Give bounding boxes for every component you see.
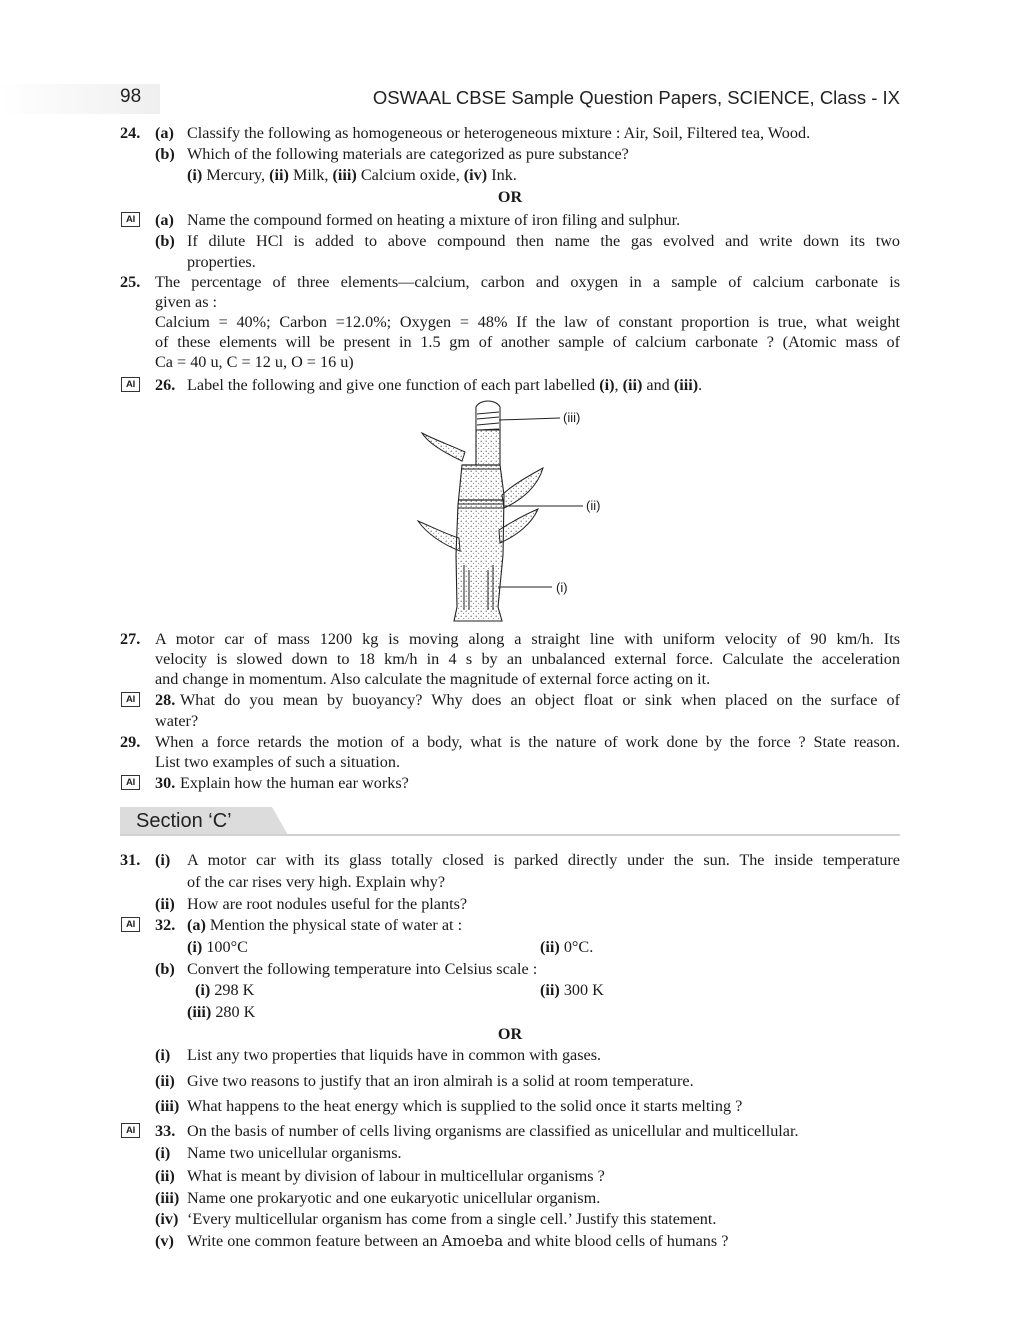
part-label: (ii) (155, 895, 175, 913)
question-text: given as : (155, 293, 218, 311)
option: (ii) 300 K (540, 981, 604, 999)
question-text: How are root nodules useful for the plants? (187, 895, 468, 913)
question-number: 25. (120, 273, 141, 291)
part-label: (a) (155, 211, 174, 229)
question-number: 26. (155, 376, 176, 394)
part-label: (a) (155, 124, 174, 142)
question-text: Which of the following materials are categorized as pure substance? (187, 145, 629, 163)
question-text: List any two properties that liquids have in common with gases. (187, 1046, 602, 1064)
question-text: Explain how the human ear works? (180, 774, 409, 792)
question-text: If dilute HCl is added to above compound then name the gas evolved and write down its two (187, 232, 900, 250)
figure-label-i: (i) (556, 580, 568, 595)
question-text: velocity is slowed down to 18 km/h in 4 s by an unbalanced external force. Calculate the acceleration (155, 650, 900, 668)
question-text: A motor car with its glass totally closed is parked directly under the sun. The inside temperature (187, 851, 900, 869)
or-divider: OR (497, 1025, 523, 1043)
leaf (499, 509, 538, 543)
question-number: 31. (120, 851, 141, 869)
ai-badge: AI (121, 692, 140, 707)
question-text: Give two reasons to justify that an iron almirah is a solid at room temperature. (187, 1072, 694, 1090)
question-number: 29. (120, 733, 141, 751)
question-text: Ca = 40 u, C = 12 u, O = 16 u) (155, 353, 354, 371)
question-text: A motor car of mass 1200 kg is moving along a straight line with uniform velocity of 90 km/h. Its (155, 630, 900, 648)
part-label: (i) (155, 851, 171, 869)
question-text: (a) Mention the physical state of water at : (187, 916, 463, 934)
leaf (502, 468, 543, 508)
options-line: (i) Mercury, (ii) Milk, (iii) Calcium oxide, (iv) Ink. (187, 166, 517, 184)
question-text: The percentage of three elements—calcium, carbon and oxygen in a sample of calcium carbonate is (155, 273, 900, 291)
ai-badge: AI (121, 1123, 140, 1138)
ai-badge: AI (121, 377, 140, 392)
question-number: 33. (155, 1122, 176, 1140)
part-label: (b) (155, 145, 175, 163)
question-text: What do you mean by buoyancy? Why does an object float or sink when placed on the surface of (180, 691, 900, 709)
ai-badge: AI (121, 917, 140, 932)
question-text: Name two unicellular organisms. (187, 1144, 402, 1162)
question-text: When a force retards the motion of a body, what is the nature of work done by the force ? State reason. (155, 733, 900, 751)
or-divider: OR (497, 188, 523, 206)
question-text: Name one prokaryotic and one eukaryotic unicellular organism. (187, 1189, 601, 1207)
figure-label-ii: (ii) (586, 498, 601, 513)
figure-label-iii: (iii) (563, 410, 581, 425)
question-text: of the car rises very high. Explain why? (187, 873, 446, 891)
part-label: (iii) (155, 1189, 180, 1207)
question-text: of these elements will be present in 1.5 gm of another sample of calcium carbonate ? (Atomic mass of (155, 333, 900, 351)
part-label: (v) (155, 1232, 174, 1250)
option: (i) 298 K (195, 981, 255, 999)
leaf (418, 521, 460, 551)
page-number: 98 (120, 86, 142, 107)
stem (454, 403, 504, 622)
part-label: (i) (155, 1144, 171, 1162)
leaf (422, 433, 465, 461)
question-number: 32. (155, 916, 176, 934)
question-text: List two examples of such a situation. (155, 753, 401, 771)
question-number: 24. (120, 124, 141, 142)
part-label: (ii) (155, 1072, 175, 1090)
option: (i) 100°C (187, 938, 248, 956)
question-text: Name the compound formed on heating a mixture of iron filing and sulphur. (187, 211, 681, 229)
question-number: 27. (120, 630, 141, 648)
question-text: Write one common feature between an Amoeba and white blood cells of humans ? (187, 1232, 729, 1250)
question-number: 30. (155, 774, 176, 792)
part-label: (iii) (155, 1097, 180, 1115)
ai-badge: AI (121, 775, 140, 790)
option: (ii) 0°C. (540, 938, 594, 956)
question-text: What is meant by division of labour in multicellular organisms ? (187, 1167, 605, 1185)
question-text: On the basis of number of cells living organisms are classified as unicellular and multicellular. (187, 1122, 799, 1140)
option: (iii) 280 K (187, 1003, 256, 1021)
book-title: OSWAAL CBSE Sample Question Papers, SCIENCE, Class - IX (372, 87, 900, 108)
part-label: (ii) (155, 1167, 175, 1185)
part-label: (i) (155, 1046, 171, 1064)
question-text: ‘Every multicellular organism has come from a single cell.’ Justify this statement. (187, 1210, 717, 1228)
part-label: (b) (155, 232, 175, 250)
stem-tip (476, 401, 500, 430)
question-text: properties. (187, 253, 256, 271)
question-text: water? (155, 712, 199, 730)
section-heading: Section ‘C’ (136, 810, 232, 832)
question-text: Classify the following as homogeneous or heterogeneous mixture : Air, Soil, Filtered tea, Wood. (187, 124, 811, 142)
question-number: 28. (155, 691, 176, 709)
question-text: Calcium = 40%; Carbon =12.0%; Oxygen = 48% If the law of constant proportion is true, what weight (155, 313, 900, 331)
question-text: What happens to the heat energy which is supplied to the solid once it starts melting ? (187, 1097, 743, 1115)
question-text: Convert the following temperature into Celsius scale : (187, 960, 538, 978)
ai-badge: AI (121, 212, 140, 227)
question-text: Label the following and give one function of each part labelled (i), (ii) and (iii). (187, 376, 703, 394)
part-label: (iv) (155, 1210, 179, 1228)
part-label: (b) (155, 960, 175, 978)
question-text: and change in momentum. Also calculate the magnitude of external force acting on it. (155, 670, 711, 688)
